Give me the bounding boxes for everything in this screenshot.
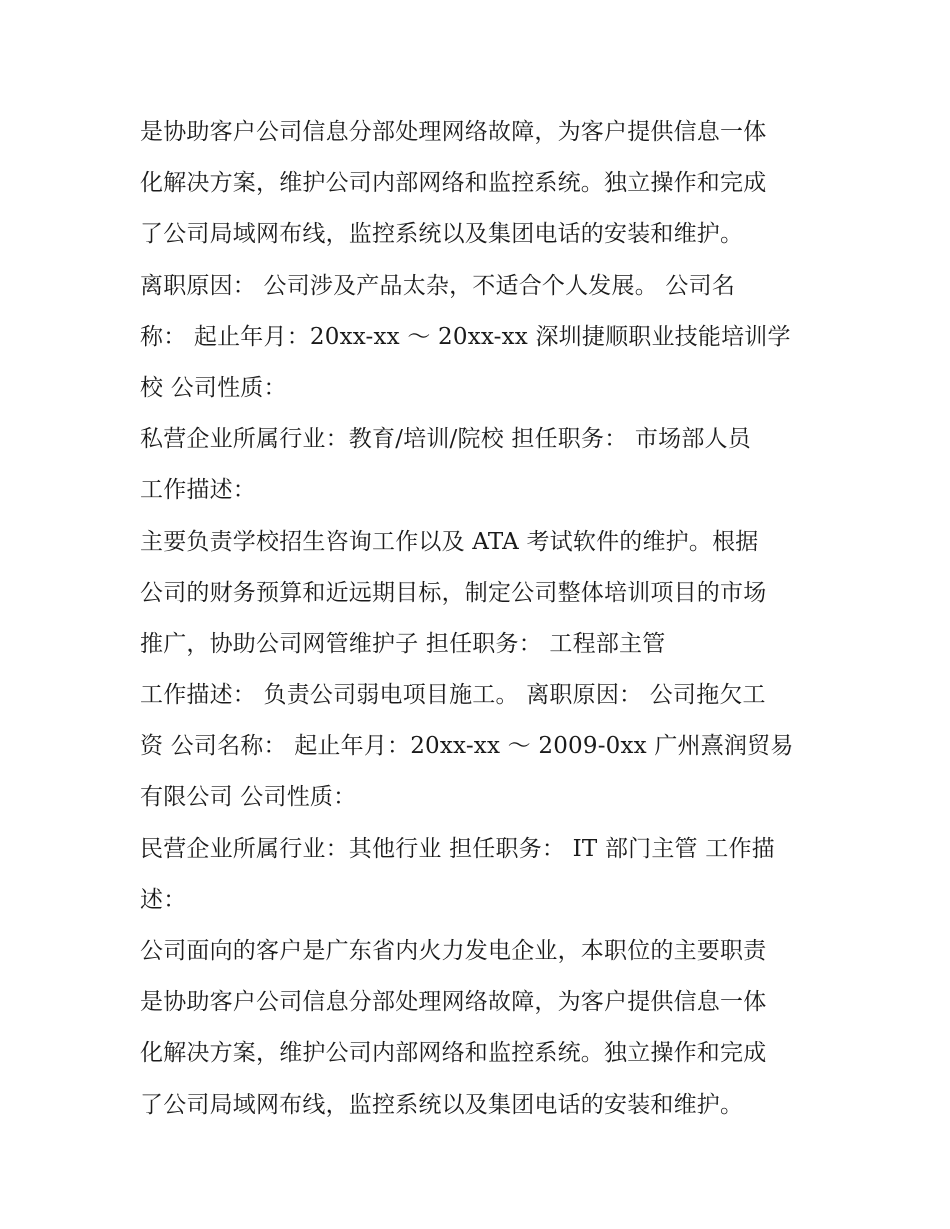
document-body [140, 107, 820, 1131]
text-line: 推广，协助公司网管维护子 担任职务： 工程部主管 [140, 630, 666, 657]
text-line: 公司面向的客户是广东省内火力发电企业，本职位的主要职责 [140, 938, 767, 964]
text-line: 是协助客户公司信息分部处理网络故障，为客户提供信息一体 [140, 989, 767, 1016]
text-line: 了公司局域网布线，监控系统以及集团电话的安装和维护。 [140, 1091, 744, 1118]
text-line: 是协助客户公司信息分部处理网络故障，为客户提供信息一体 [140, 119, 767, 145]
text-line: 离职原因： 公司涉及产品太杂，不适合个人发展。 公司名 [140, 272, 736, 299]
text-line: 资 公司名称： 起止年月：20xx-xx ～ 2009-0xx 广州熹润贸易 [140, 733, 794, 760]
text-line: 工作描述： [140, 477, 256, 504]
text-line: 工作描述： 负责公司弱电项目施工。 离职原因： 公司拖欠工 [140, 682, 766, 709]
text-line: 化解决方案，维护公司内部网络和监控系统。独立操作和完成 [140, 1040, 767, 1067]
text-line: 化解决方案，维护公司内部网络和监控系统。独立操作和完成 [140, 170, 767, 197]
text-line: 了公司局域网布线，监控系统以及集团电话的安装和维护。 [140, 221, 744, 248]
text-line: 校 公司性质： [140, 374, 287, 401]
text-line: 主要负责学校招生咨询工作以及 ATA 考试软件的维护。根据 [140, 528, 759, 555]
text-line: 有限公司 公司性质： [140, 784, 357, 811]
text-line: 民营企业所属行业：其他行业 担任职务： IT 部门主管 工作描 [140, 835, 775, 862]
text-line: 述： [140, 886, 187, 913]
text-line: 称： 起止年月：20xx-xx ～ 20xx-xx 深圳捷顺职业技能培训学 [140, 323, 791, 350]
text-line: 私营企业所属行业：教育/培训/院校 担任职务： 市场部人员 [140, 426, 751, 453]
text-line: 公司的财务预算和近远期目标，制定公司整体培训项目的市场 [140, 579, 767, 606]
